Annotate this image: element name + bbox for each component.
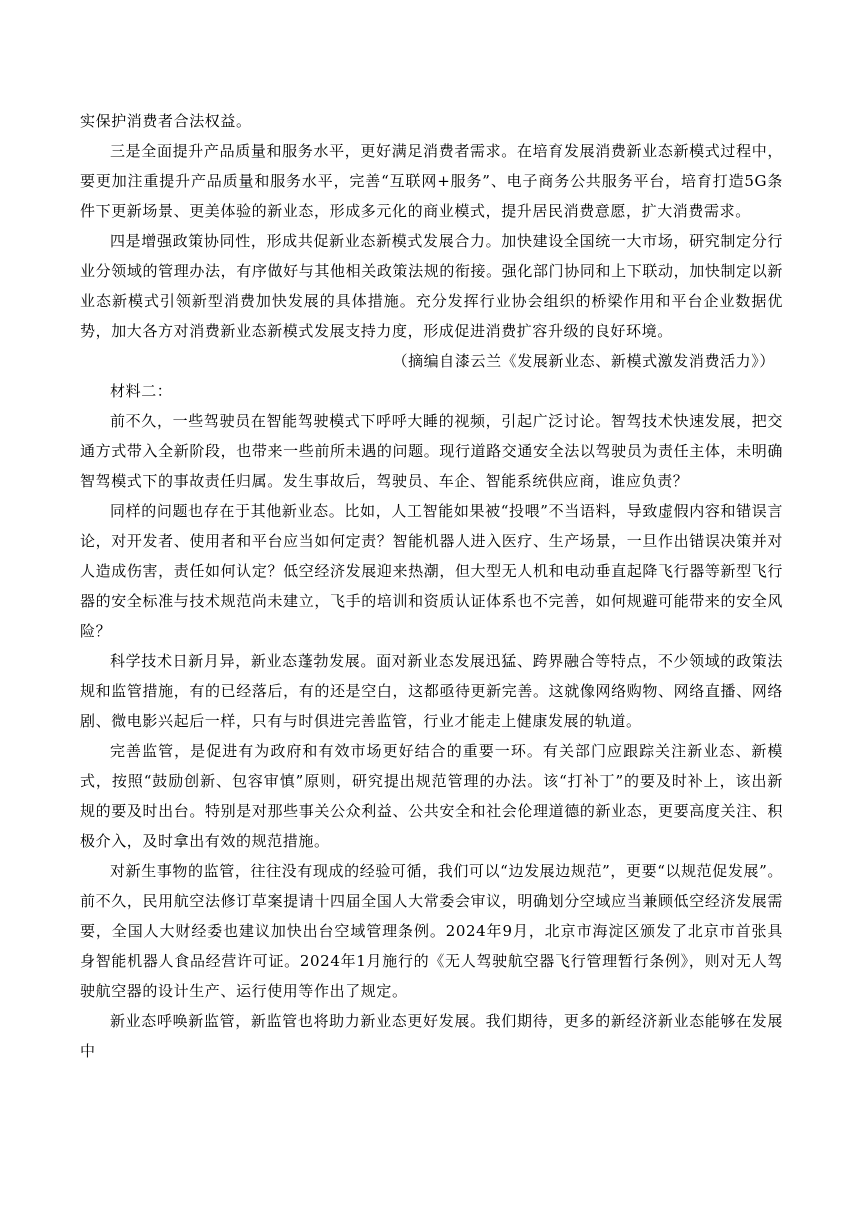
source-citation: （摘编自漆云兰《发展新业态、新模式激发消费活力》）	[392, 352, 775, 370]
paragraph-intro-tail: 实保护消费者合法权益。	[80, 112, 252, 130]
paragraph-regulate-new-things: 对新生事物的监管，往往没有现成的经验可循，我们可以“边发展边规范”，更要“以规范促发展”。前不久，民用航空法修订草案提请十四届全国人大常委会审议，明确划分空域应当兼顾低空经济发展需要，全国人大财经委也建议加快出台空域管理条例。2024年9月，北京市海淀区颁发了北京市首张具身智能机器人食品经营许可证。2024年1月施行的《无人驾驶航空器飞行管理暂行条例》，则对无人驾驶航空器的设计生产、运行使用等作出了规定。	[80, 862, 783, 1000]
paragraph-smart-driving: 前不久，一些驾驶员在智能驾驶模式下呼呼大睡的视频，引起广泛讨论。智驾技术快速发展，把交通方式带入全新阶段，也带来一些前所未遇的问题。现行道路交通安全法以驾驶员为责任主体，未明确智驾模式下的事故责任归属。发生事故后，驾驶员、车企、智能系统供应商，谁应负责？	[80, 412, 783, 490]
material-two-label: 材料二：	[110, 382, 173, 400]
paragraph-point-four: 四是增强政策协同性，形成共促新业态新模式发展合力。加快建设全国统一大市场，研究制定分行业分领域的管理办法，有序做好与其他相关政策法规的衔接。强化部门协同和上下联动，加快制定以新业态新模式引领新型消费加快发展的具体措施。充分发挥行业协会组织的桥梁作用和平台企业数据优势，加大各方对消费新业态新模式发展支持力度，形成促进消费扩容升级的良好环境。	[80, 232, 783, 340]
paragraph-improve-supervision: 完善监管，是促进有为政府和有效市场更好结合的重要一环。有关部门应跟踪关注新业态、新模式，按照“鼓励创新、包容审慎”原则，研究提出规范管理的办法。该“打补丁”的要及时补上，该出新规的要及时出台。特别是对那些事关公众利益、公共安全和社会伦理道德的新业态，更要高度关注、积极介入，及时拿出有效的规范措施。	[80, 742, 783, 850]
paragraph-tech-development: 科学技术日新月异，新业态蓬勃发展。面对新业态发展迅猛、跨界融合等特点，不少领域的政策法规和监管措施，有的已经落后，有的还是空白，这都亟待更新完善。这就像网络购物、网络直播、网络剧、微电影兴起后一样，只有与时俱进完善监管，行业才能走上健康发展的轨道。	[80, 652, 783, 730]
paragraph-other-new-formats: 同样的问题也存在于其他新业态。比如，人工智能如果被“投喂”不当语料，导致虚假内容和错误言论，对开发者、使用者和平台应当如何定责？智能机器人进入医疗、生产场景，一旦作出错误决策并对人造成伤害，责任如何认定？低空经济发展迎来热潮，但大型无人机和电动垂直起降飞行器等新型飞行器的安全标准与技术规范尚未建立，飞手的培训和资质认证体系也不完善，如何规避可能带来的安全风险？	[80, 502, 783, 640]
document-page	[80, 106, 783, 1066]
paragraph-point-three: 三是全面提升产品质量和服务水平，更好满足消费者需求。在培育发展消费新业态新模式过程中，要更加注重提升产品质量和服务水平，完善“互联网+服务”、电子商务公共服务平台，培育打造5G条件下更新场景、更美体验的新业态，形成多元化的商业模式，提升居民消费意愿，扩大消费需求。	[80, 142, 783, 220]
paragraph-closing: 新业态呼唤新监管，新监管也将助力新业态更好发展。我们期待，更多的新经济新业态能够在发展中	[80, 1012, 783, 1060]
